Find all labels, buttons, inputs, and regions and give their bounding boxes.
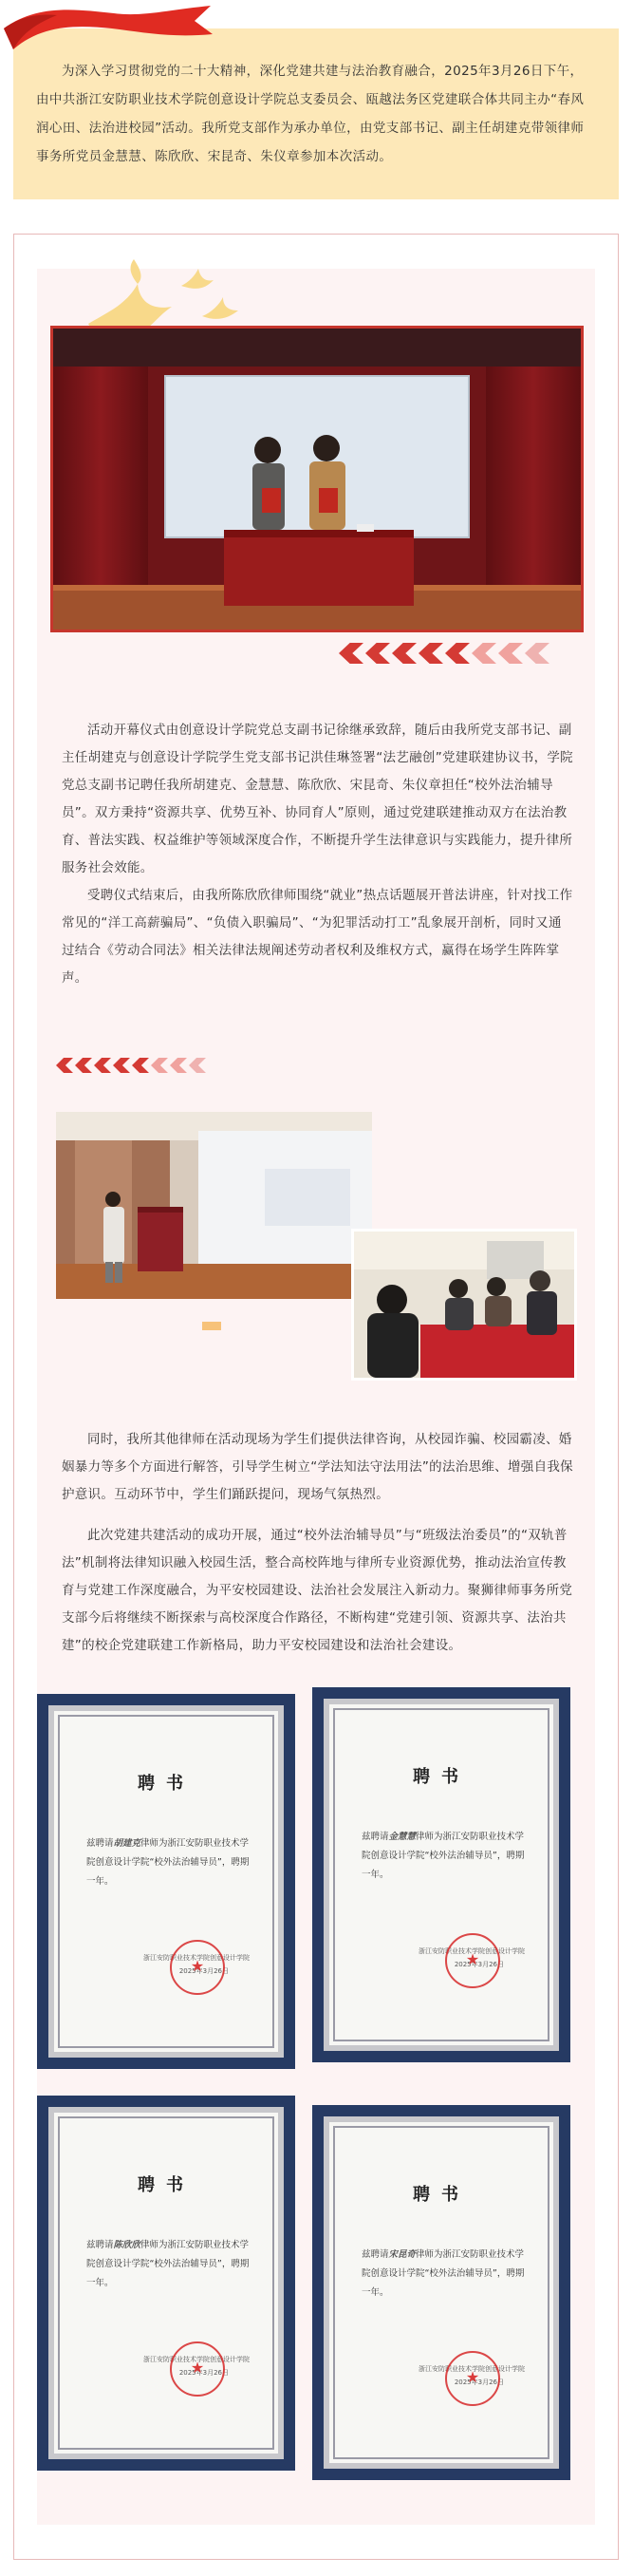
certificate-title: 聘书 — [138, 2175, 195, 2195]
paragraph-lecture: 受聘仪式结束后，由我所陈欣欣律师围绕“就业”热点话题展开普法讲座，针对找工作常见的“洋工高薪骗局”、“负债入职骗局”、“为犯罪活动打工”乱象展开剖析，同时又通过结合《劳动合同法》相关法律法规阐述劳动者权利及维权方式，赢得在场学生阵阵掌声。 — [62, 888, 573, 986]
certificate-card — [37, 1694, 295, 2069]
lecture-photo — [56, 1112, 372, 1299]
certificate-card — [312, 2105, 570, 2480]
card-corner — [24, 255, 37, 269]
signing-ceremony-photo — [50, 326, 584, 632]
chevron-arrows-icon — [56, 1058, 206, 1073]
certificate-prefix: 兹聘请 — [362, 1832, 389, 1842]
certificate-prefix: 兹聘请 — [362, 2249, 389, 2260]
certificate-text: 律师为浙江安防职业技术学院创意设计学院“校外法治辅导员”，聘期一年。 — [362, 1832, 525, 1880]
paragraph-summary: 此次党建共建活动的成功开展，通过“校外法治辅导员”与“班级法治委员”的“双轨普法”机制将法律知识融入校园生活，整合高校阵地与律所专业资源优势，推动法治宣传教育与党建工作深度融合，为平安校园建设、法治社会发展注入新动力。聚狮律师事务所党支部今后将继续不断探索与高校深度合作路径，不断构建“党建引领、资源共享、法治共建”的校企党建联建工作新格局，助力平安校园建设和法治社会建设。 — [62, 1528, 573, 1653]
certificate-body — [362, 2246, 527, 2303]
certificate-card — [312, 1687, 570, 2062]
certificate-title: 聘书 — [413, 1767, 470, 1787]
certificate-text: 律师为浙江安防职业技术学院创意设计学院“校外法治辅导员”，聘期一年。 — [86, 2240, 250, 2288]
official-seal-icon — [170, 1940, 225, 1995]
certificate-body — [362, 1828, 527, 1885]
certificate-paper — [48, 1705, 284, 2058]
certificate-title: 聘书 — [138, 1774, 195, 1794]
certificate-name: 宋昆奇 — [388, 2249, 417, 2260]
card-corner — [24, 2525, 37, 2538]
certificate-name: 陈欣欣 — [113, 2240, 141, 2250]
certificate-paper — [48, 2107, 284, 2459]
certificate-date: 2025年3月26日 — [178, 1967, 229, 1975]
certificate-card — [37, 2096, 295, 2471]
certificate-body — [86, 1834, 251, 1891]
paragraph-consultation: 同时，我所其他律师在活动现场为学生们提供法律咨询，从校园诈骗、校园霸凌、婚姻暴力等多个方面进行解答，引导学生树立“学法知法守法用法”的法治思维、增强自我保护意识。互动环节中，学生们踊跃提问，现场气氛热烈。 — [62, 1432, 573, 1502]
certificate-date: 2025年3月26日 — [178, 2369, 229, 2377]
card-corner — [595, 255, 608, 269]
official-seal-icon — [445, 2351, 500, 2406]
certificate-text: 律师为浙江安防职业技术学院创意设计学院“校外法治辅导员”，聘期一年。 — [86, 1838, 250, 1887]
decorative-bar — [202, 1322, 221, 1330]
certificate-body — [86, 2236, 251, 2293]
certificate-prefix: 兹聘请 — [86, 1838, 114, 1849]
intro-text: 为深入学习贯彻党的二十大精神，深化党建共建与法治教育融合，2025年3月26日下午，由中共浙江安防职业技术学院创意设计学院总支委员会、瓯越法务区党建联合体共同主办“春风润心田、法治进校园”活动。我所党支部作为承办单位，由党支部书记、副主任胡建克带领律师事务所党员金慧慧、陈欣欣、宋昆奇、朱仪章参加本次活动。 — [36, 64, 585, 164]
article-section-1 — [62, 717, 574, 992]
paragraph-signing: 活动开幕仪式由创意设计学院党总支副书记徐继承致辞，随后由我所党支部书记、副主任胡建克与创意设计学院学生党支部书记洪佳琳签署“法艺融创”党建联建协议书，学院党总支副书记聘任我所胡建克、金慧慧、陈欣欣、宋昆奇、朱仪章担任“校外法治辅导员”。双方秉持“资源共享、优势互补、协同育人”原则，通过党建联建推动双方在法治教育、普法实践、权益维护等领域深度合作，不断提升学生法律意识与实践能力，提升律所服务社会效能。 — [62, 723, 573, 875]
certificate-date: 2025年3月26日 — [454, 2379, 504, 2386]
certificate-paper — [324, 2116, 559, 2469]
consultation-photo — [351, 1229, 577, 1381]
chevron-arrows-icon — [339, 643, 549, 664]
certificate-name: 胡建克 — [113, 1838, 141, 1849]
certificate-paper — [324, 1699, 559, 2051]
official-seal-icon — [170, 2341, 225, 2397]
certificate-text: 律师为浙江安防职业技术学院创意设计学院“校外法治辅导员”，聘期一年。 — [362, 2249, 525, 2298]
certificate-issuer: 浙江安防职业技术学院创意设计学院 — [143, 2356, 250, 2363]
article-section-2 — [62, 1426, 574, 1660]
certificate-name: 金慧慧 — [388, 1832, 417, 1842]
official-seal-icon — [445, 1933, 500, 1988]
card-corner — [595, 2525, 608, 2538]
certificate-issuer: 浙江安防职业技术学院创意设计学院 — [143, 1954, 250, 1962]
red-ribbon-flag-icon — [0, 0, 218, 59]
certificate-date: 2025年3月26日 — [454, 1961, 504, 1968]
article-card — [13, 234, 619, 2560]
certificate-issuer: 浙江安防职业技术学院创意设计学院 — [419, 1947, 525, 1955]
certificate-issuer: 浙江安防职业技术学院创意设计学院 — [419, 2365, 525, 2373]
certificate-title: 聘书 — [413, 2185, 470, 2205]
certificate-prefix: 兹聘请 — [86, 2240, 114, 2250]
